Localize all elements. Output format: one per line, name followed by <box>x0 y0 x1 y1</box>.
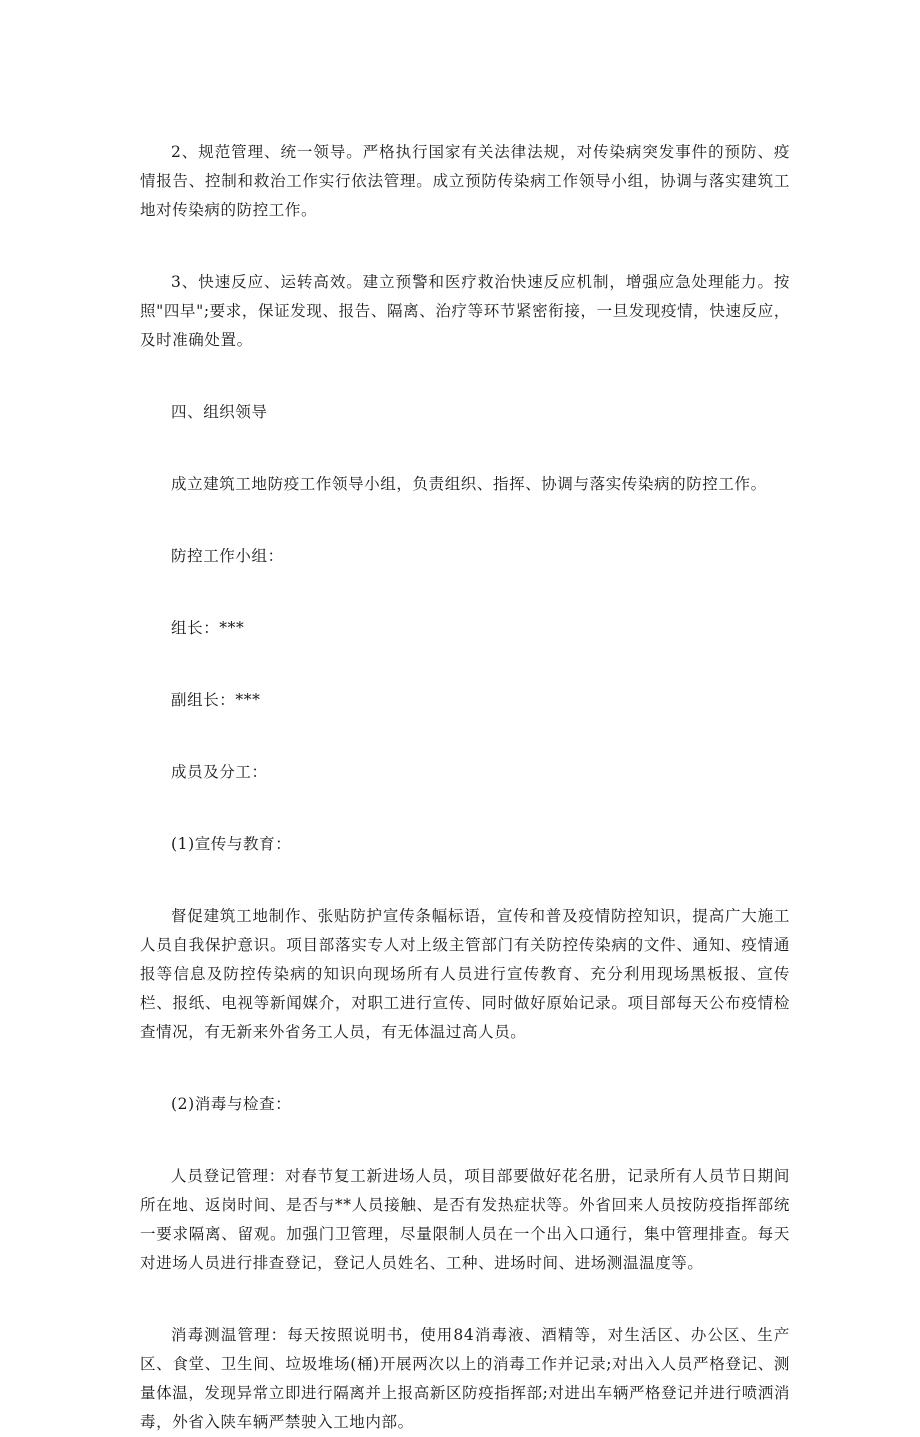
paragraph-principle-3: 3、快速反应、运转高效。建立预警和医疗救治快速反应机制，增强应急处理能力。按照"四早";要求，保证发现、报告、隔离、治疗等环节紧密衔接，一旦发现疫情，快速反应，及时准确处置。 <box>140 273 790 349</box>
section-heading-organization: 四、组织领导 <box>171 403 268 421</box>
duty-disinfection-heading: (2)消毒与检查： <box>171 1095 292 1113</box>
team-heading: 防控工作小组： <box>171 547 284 565</box>
members-heading: 成员及分工： <box>171 763 268 781</box>
team-deputy-leader: 副组长：*** <box>171 691 261 709</box>
duty-publicity-heading: (1)宣传与教育： <box>171 835 292 853</box>
document-body <box>140 138 790 1437</box>
duty-publicity-body: 督促建筑工地制作、张贴防护宣传条幅标语，宣传和普及疫情防控知识，提高广大施工人员自我保护意识。项目部落实专人对上级主管部门有关防控传染病的文件、通知、疫情通报等信息及防控传染病的知识向现场所有人员进行宣传教育、充分利用现场黑板报、宣传栏、报纸、电视等新闻媒介，对职工进行宣传、同时做好原始记录。项目部每天公布疫情检查情况，有无新来外省务工人员，有无体温过高人员。 <box>140 907 790 1041</box>
team-leader: 组长：*** <box>171 619 245 637</box>
paragraph-principle-2: 2、规范管理、统一领导。严格执行国家有关法律法规，对传染病突发事件的预防、疫情报告、控制和救治工作实行依法管理。成立预防传染病工作领导小组，协调与落实建筑工地对传染病的防控工作。 <box>140 143 790 219</box>
paragraph-organization-intro: 成立建筑工地防疫工作领导小组，负责组织、指挥、协调与落实传染病的防控工作。 <box>171 475 767 493</box>
duty-registration-body: 人员登记管理：对春节复工新进场人员，项目部要做好花名册，记录所有人员节日期间所在地、返岗时间、是否与**人员接触、是否有发热症状等。外省回来人员按防疫指挥部统一要求隔离、留观。加强门卫管理，尽量限制人员在一个出入口通行，集中管理排查。每天对进场人员进行排查登记，登记人员姓名、工种、进场时间、进场测温温度等。 <box>140 1167 790 1272</box>
duty-disinfection-body: 消毒测温管理：每天按照说明书，使用84消毒液、酒精等，对生活区、办公区、生产区、食堂、卫生间、垃圾堆场(桶)开展两次以上的消毒工作并记录;对出入人员严格登记、测量体温，发现异常立即进行隔离并上报高新区防疫指挥部;对进出车辆严格登记并进行喷洒消毒，外省入陕车辆严禁驶入工地内部。 <box>140 1326 790 1431</box>
